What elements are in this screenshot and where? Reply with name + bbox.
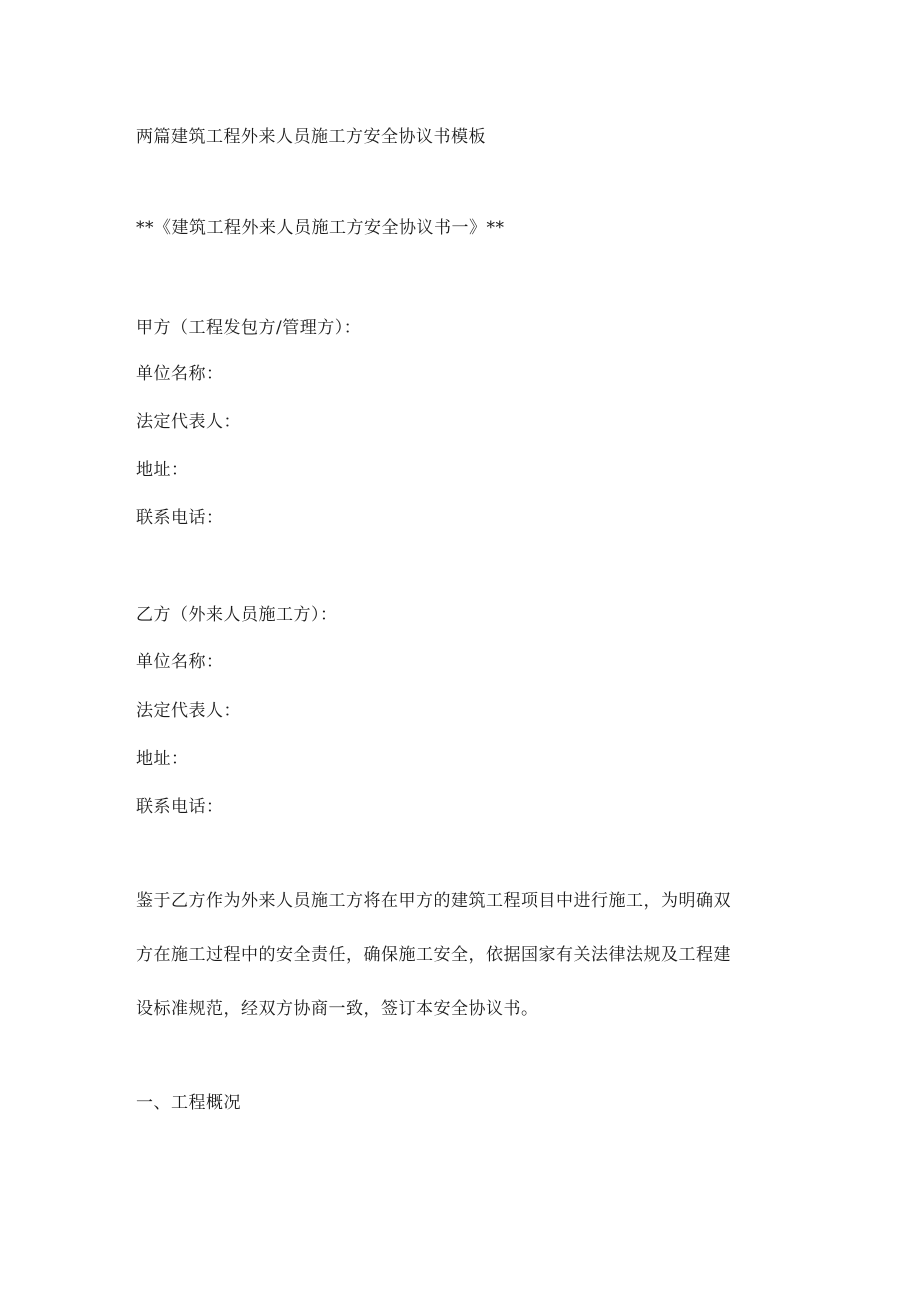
- document-title: 两篇建筑工程外来人员施工方安全协议书模板: [136, 127, 486, 147]
- party-b-legal-rep: 法定代表人：: [136, 701, 241, 721]
- party-b-address: 地址：: [136, 749, 189, 769]
- party-b-phone: 联系电话：: [136, 797, 224, 817]
- section-heading: 一、工程概况: [136, 1093, 241, 1113]
- party-a-heading: 甲方（工程发包方/管理方）：: [136, 318, 362, 338]
- preamble-line: 鉴于乙方作为外来人员施工方将在甲方的建筑工程项目中进行施工，为明确双: [136, 891, 731, 911]
- preamble-paragraph: [136, 891, 776, 1019]
- party-a-unit-name: 单位名称：: [136, 364, 224, 384]
- party-b-unit-name: 单位名称：: [136, 652, 224, 672]
- agreement-subtitle: **《建筑工程外来人员施工方安全协议书一》**: [136, 218, 505, 238]
- preamble-line: 设标准规范，经双方协商一致，签订本安全协议书。: [136, 999, 539, 1019]
- party-a-legal-rep: 法定代表人：: [136, 412, 241, 432]
- preamble-line: 方在施工过程中的安全责任，确保施工安全，依据国家有关法律法规及工程建: [136, 945, 731, 965]
- party-a-phone: 联系电话：: [136, 508, 224, 528]
- party-b-heading: 乙方（外来人员施工方）：: [136, 605, 338, 625]
- party-a-address: 地址：: [136, 460, 189, 480]
